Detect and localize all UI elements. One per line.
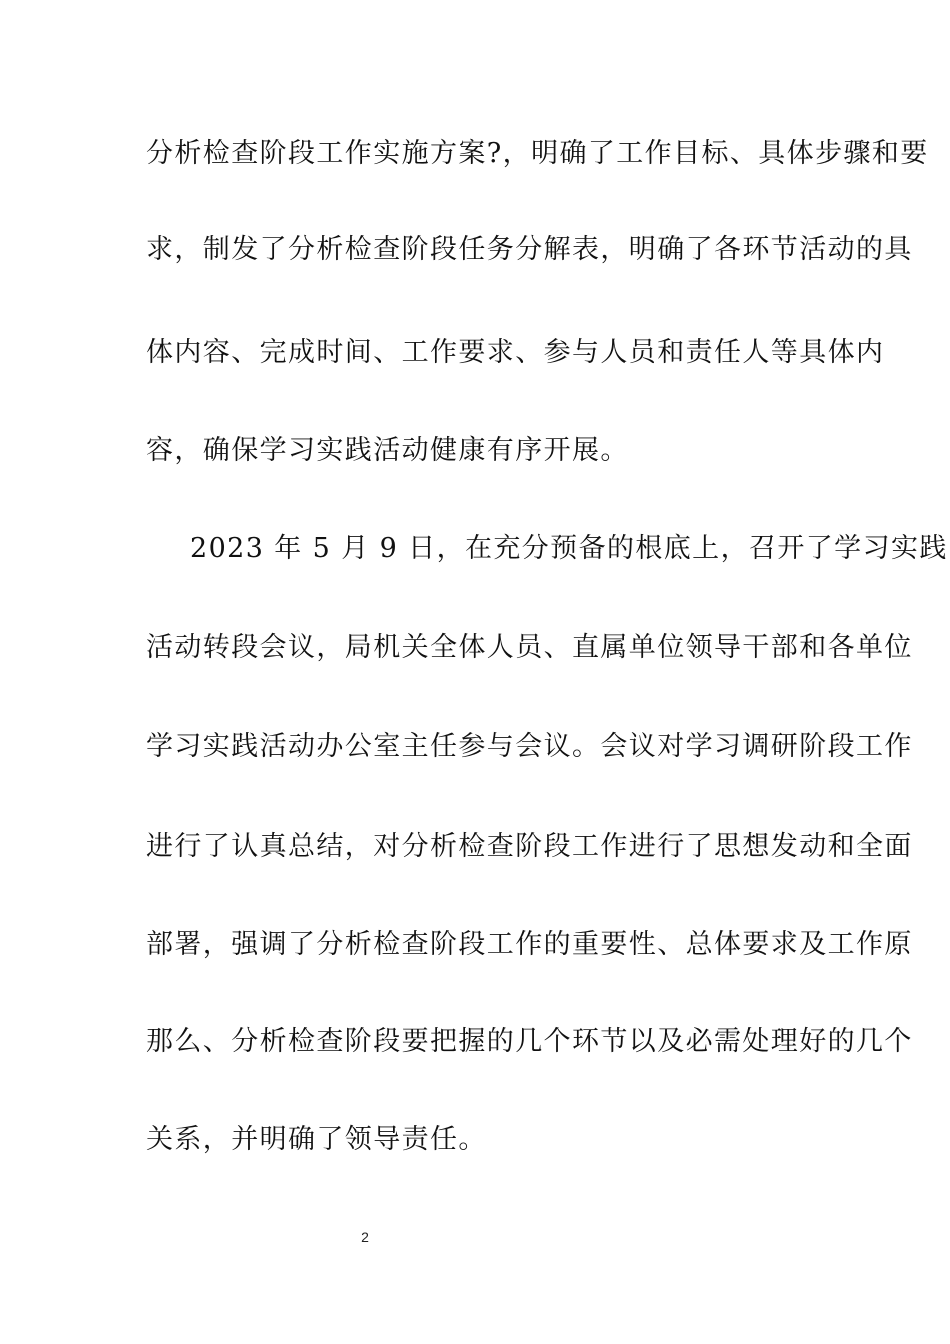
text-line: 关系，并明确了领导责任。	[146, 1124, 487, 1155]
text-line: 体内容、完成时间、工作要求、参与人员和责任人等具体内	[146, 337, 885, 368]
text-line: 部署，强调了分析检查阶段工作的重要性、总体要求及工作原	[146, 929, 913, 960]
text-line: 进行了认真总结，对分析检查阶段工作进行了思想发动和全面	[146, 831, 913, 862]
text-line: 活动转段会议，局机关全体人员、直属单位领导干部和各单位	[146, 632, 913, 663]
text-line: 学习实践活动办公室主任参与会议。会议对学习调研阶段工作	[146, 731, 913, 762]
text-line: 求，制发了分析检查阶段任务分解表，明确了各环节活动的具	[146, 234, 913, 265]
page-number: 2	[361, 1229, 369, 1245]
text-line: 2023 年 5 月 9 日，在充分预备的根底上，召开了学习实践	[190, 533, 948, 564]
text-line: 那么、分析检查阶段要把握的几个环节以及必需处理好的几个	[146, 1026, 913, 1057]
text-line: 容，确保学习实践活动健康有序开展。	[146, 435, 629, 466]
text-line: 分析检查阶段工作实施方案?，明确了工作目标、具体步骤和要	[146, 138, 929, 169]
